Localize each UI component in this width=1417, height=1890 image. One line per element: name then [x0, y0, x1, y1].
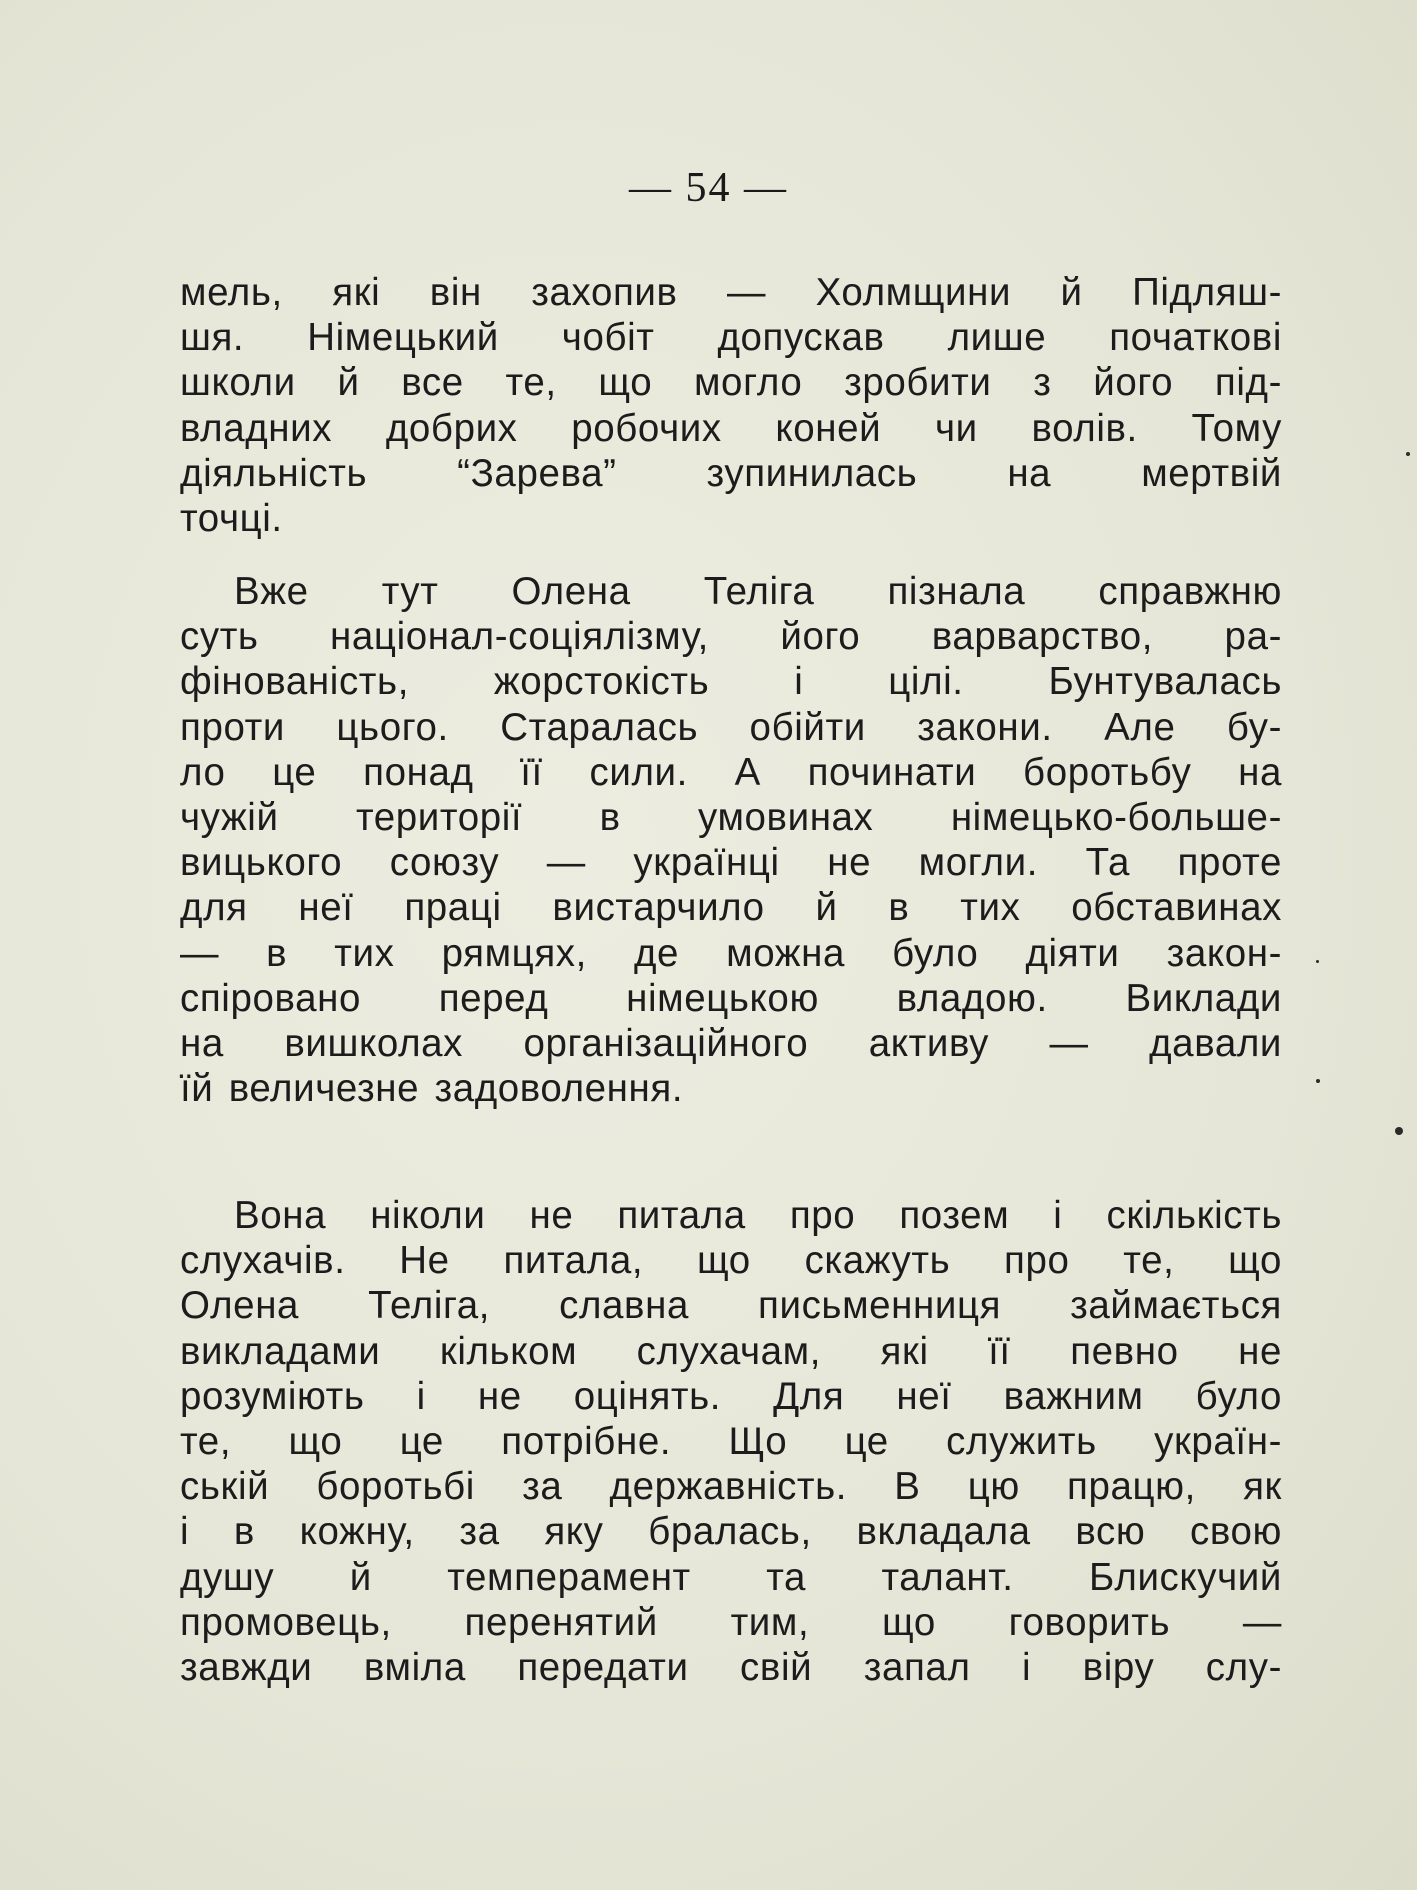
ink-speck	[1395, 1127, 1403, 1135]
text-line: Олена Теліга, славна письменниця займається	[180, 1284, 1282, 1328]
text-line: фінованість, жорстокість і цілі. Бунтувалась	[180, 660, 1282, 704]
paragraph-3	[180, 1193, 1282, 1690]
text-line: викладами кільком слухачам, які її певно не	[180, 1329, 1282, 1373]
text-line: слухачів. Не питала, що скажуть про те, що	[180, 1239, 1282, 1283]
text-line: Вже тут Олена Теліга пізнала справжню	[234, 570, 1282, 613]
text-line: шя. Німецький чобіт допускав лише початкові	[180, 316, 1282, 360]
text-line: душу й темперамент та талант. Блискучий	[180, 1555, 1282, 1599]
paragraph-1	[180, 270, 1282, 541]
text-line: ло це понад її сили. А починати боротьбу на	[180, 750, 1282, 794]
text-line: розуміють і не оцінять. Для неї важним було	[180, 1374, 1282, 1418]
text-line: Вона ніколи не питала про позем і скількість	[234, 1194, 1282, 1237]
text-line: чужій території в умовинах німецько-больше-	[180, 795, 1282, 839]
paragraph-2	[180, 569, 1282, 1111]
ink-speck	[1316, 960, 1319, 963]
text-line: мель, які він захопив — Холмщини й Підляш-	[180, 271, 1282, 314]
text-line: спіровано перед німецькою владою. Виклади	[180, 976, 1282, 1020]
text-line: владних добрих робочих коней чи волів. Тому	[180, 406, 1282, 450]
text-line: діяльність “Зарева” зупинилась на мертвій	[180, 451, 1282, 495]
text-line: ській боротьбі за державність. В цю працю, як	[180, 1465, 1282, 1509]
text-line: точці.	[180, 496, 283, 540]
ink-speck	[1406, 452, 1410, 456]
text-line: на вишколах організаційного активу — давали	[180, 1021, 1282, 1065]
text-line: завжди вміла передати свій запал і віру слу-	[180, 1645, 1282, 1689]
page-number: — 54 —	[629, 165, 788, 211]
text-line: вицького союзу — українці не могли. Та проте	[180, 841, 1282, 885]
text-line: промовець, перенятий тим, що говорить —	[180, 1600, 1282, 1644]
ink-speck	[1316, 1079, 1320, 1083]
text-line: їй величезне задоволення.	[180, 1067, 684, 1111]
text-line: те, що це потрібне. Що це служить україн-	[180, 1419, 1282, 1463]
text-line: проти цього. Старалась обійти закони. Але бу-	[180, 705, 1282, 749]
text-line: школи й все те, що могло зробити з його під-	[180, 361, 1282, 405]
text-line: і в кожну, за яку бралась, вкладала всю свою	[180, 1510, 1282, 1554]
text-line: для неї праці вистарчило й в тих обставинах	[180, 886, 1282, 930]
text-line: суть націонал-соціялізму, його варварство, ра-	[180, 615, 1282, 659]
text-line: — в тих рямцях, де можна було діяти закон-	[180, 931, 1282, 975]
